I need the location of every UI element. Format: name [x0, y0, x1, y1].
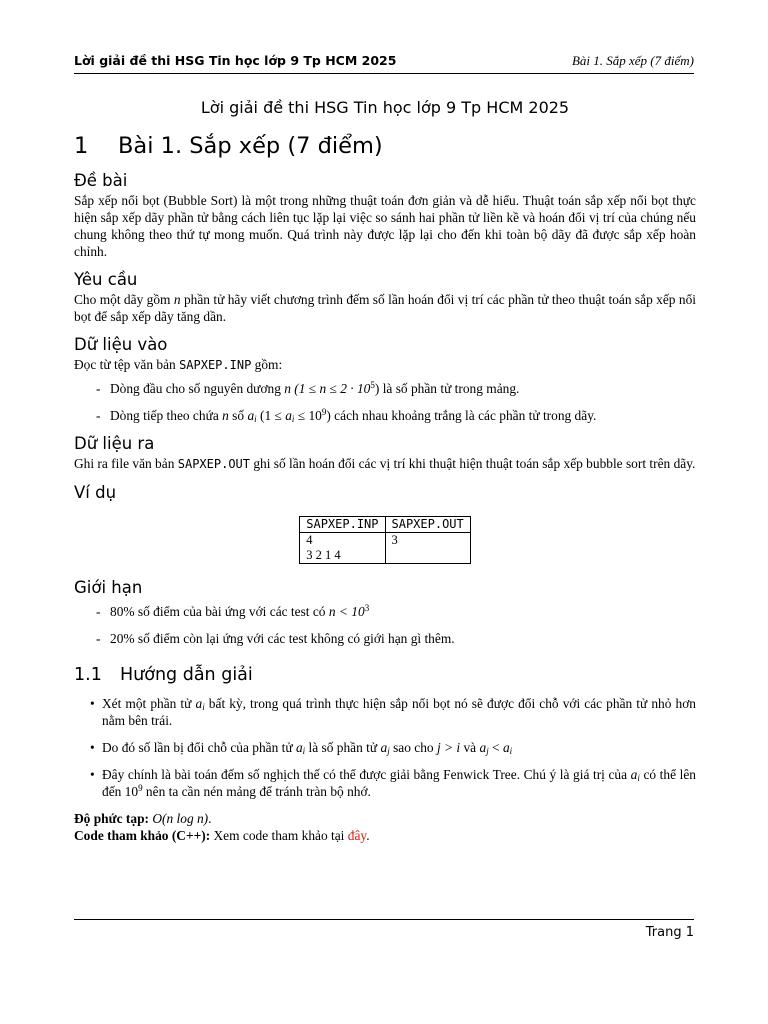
item1-after: là số phần tử trong mảng.	[379, 381, 520, 396]
input-format-item-2	[96, 407, 696, 424]
de-bai-text: Sắp xếp nổi bọt (Bubble Sort) là một trong những thuật toán đơn giản và dễ hiểu. Thuật toán sắp xếp nổi bọt thực hiện sắp xếp dãy phần tử bằng cách liên tục lặp lại việc so sánh hai phần tử liền kề và hoán đổi vị trí của chúng nếu chung không theo thứ tự mong muốn. Quá trình này được lặp lại cho đến khi toàn bộ dãy đã được sắp xếp hoàn chỉnh.	[74, 193, 696, 259]
b3-before: Đây chính là bài toán đếm số nghịch thế có thể được giải bằng Fenwick Tree. Chú ý là giá trị của	[102, 767, 631, 782]
limit1-sup: 3	[364, 603, 370, 613]
example-input-line-1: 4	[306, 533, 313, 547]
running-header-left: Lời giải đề thi HSG Tin học lớp 9 Tp HCM 2025	[74, 53, 397, 68]
complexity-end: .	[208, 811, 212, 826]
b2-cond2-lt: <	[488, 740, 503, 755]
item1-close: )	[374, 381, 380, 396]
vi-du-heading: Ví dụ	[74, 483, 117, 502]
running-header-right: Bài 1. Sắp xếp (7 điểm)	[571, 53, 694, 68]
du-lieu-vao-heading: Dữ liệu vào	[74, 335, 168, 354]
yeu-cau-text-before: Cho một dãy gồm	[74, 292, 174, 307]
input-format-item-1	[96, 380, 696, 397]
de-bai-heading: Đề bài	[74, 171, 128, 190]
item2-mid: số	[228, 408, 248, 423]
yeu-cau-text	[74, 291, 696, 325]
item2-sub: i	[254, 414, 257, 424]
running-header	[74, 53, 694, 69]
bullet-dot: •	[90, 767, 95, 782]
item2-a: a	[247, 408, 255, 423]
example-output-line-1: 3	[391, 533, 398, 547]
example-table-header-row	[300, 517, 471, 533]
item2-math-sub: i	[291, 414, 295, 424]
output-file-name: SAPXEP.OUT	[177, 457, 250, 471]
input-format-list	[74, 380, 696, 424]
limit1-math: n < 10	[328, 604, 365, 619]
limit-item-1	[96, 603, 696, 620]
complexity-line	[74, 810, 696, 827]
b3-after: nên ta cần nén mảng để tránh tràn bộ nhớ.	[142, 784, 371, 799]
page-number: Trang 1	[645, 925, 694, 940]
b1-after: bất kỳ, trong quá trình thực hiện sắp nổi bọt nó sẽ được đổi chỗ với các phần tử nhỏ hơn nằm bên trái.	[102, 696, 696, 728]
b2-and: và	[460, 740, 480, 755]
b2-var: a	[295, 740, 303, 755]
math-var-n: n	[173, 292, 181, 307]
item2-after: cách nhau khoảng trắng là các phần tử trong dãy.	[330, 408, 597, 423]
intro-after: gồm:	[251, 357, 283, 372]
item2-sup: 9	[321, 407, 327, 417]
item2-n: n	[222, 408, 229, 423]
complexity-label: Độ phức tạp:	[74, 811, 149, 826]
complexity-value: O(n log n)	[152, 811, 209, 826]
huong-dan-heading	[74, 665, 696, 685]
dash-marker: -	[96, 408, 101, 423]
item2-before: Dòng tiếp theo chứa	[110, 408, 223, 423]
solution-bullet-1	[92, 695, 696, 729]
limit2-text: 20% số điểm còn lại ứng với các test không có giới hạn gì thêm.	[110, 631, 455, 646]
item2-math-before: (1 ≤	[256, 408, 286, 423]
item2-close: )	[326, 408, 331, 423]
code-ref-end: .	[366, 828, 370, 843]
subsection-number: 1.1	[74, 665, 102, 685]
document-title: Lời giải đề thi HSG Tin học lớp 9 Tp HCM 2025	[200, 98, 570, 117]
code-ref-label: Code tham khảo (C++):	[74, 828, 211, 843]
item1-before: Dòng đầu cho số nguyên dương	[110, 381, 285, 396]
dash-marker: -	[96, 631, 101, 646]
du-lieu-vao-intro	[74, 356, 696, 374]
example-col-input: SAPXEP.INP	[300, 517, 385, 533]
bullet-dot: •	[90, 740, 95, 755]
du-lieu-ra-heading: Dữ liệu ra	[74, 434, 155, 453]
b2-sub: i	[302, 746, 306, 756]
bullet-dot: •	[90, 696, 95, 711]
item2-math-a: a	[285, 408, 292, 423]
solution-bullets	[74, 695, 696, 800]
gioi-han-heading: Giới hạn	[74, 578, 143, 597]
section-number: 1	[74, 133, 89, 159]
output-after: ghi số lần hoán đổi các vị trí khi thuật hiện thuật toán sắp xếp bubble sort trên dãy.	[250, 456, 696, 471]
item2-math-after: ≤ 10	[294, 408, 322, 423]
code-ref-link[interactable]: đây	[347, 828, 367, 843]
header-rule	[74, 73, 694, 74]
example-input-line-2: 3 2 1 4	[306, 548, 341, 562]
b2-cond2-sub: j	[486, 746, 489, 756]
solution-bullet-2	[92, 739, 696, 756]
yeu-cau-text-after: phần tử hãy viết chương trình đếm số lần hoán đổi vị trí các phần tử theo thuật toán sắp xếp nổi bọt để sắp xếp dãy tăng dần.	[74, 292, 696, 324]
example-table-row	[300, 533, 471, 564]
footer-rule	[74, 919, 694, 920]
example-output-cell	[385, 533, 470, 564]
dash-marker: -	[96, 604, 101, 619]
b2-var2: a	[380, 740, 388, 755]
output-before: Ghi ra file văn bản	[74, 456, 178, 471]
example-table	[299, 516, 471, 564]
limits-list	[74, 603, 696, 647]
b3-mid: có thể lên đến 10	[102, 767, 696, 799]
page-content	[74, 96, 696, 844]
intro-before: Đọc từ tệp văn bản	[74, 357, 180, 372]
subsection-title: Hướng dẫn giải	[120, 665, 253, 685]
b2-mid: là số phần tử	[305, 740, 381, 755]
code-ref-line	[74, 827, 696, 844]
yeu-cau-heading: Yêu cầu	[74, 270, 138, 289]
limit-item-2	[96, 630, 696, 647]
b3-sub: i	[637, 773, 640, 783]
b2-before: Do đó số lần bị đổi chỗ của phần tử	[102, 740, 296, 755]
section-title: Bài 1. Sắp xếp (7 điểm)	[118, 133, 383, 159]
example-input-cell	[300, 533, 385, 564]
b2-cond2-a: a	[479, 740, 487, 755]
b3-var: a	[630, 767, 638, 782]
b2-mid2: sao cho	[389, 740, 437, 755]
b1-var: a	[195, 696, 203, 711]
b1-sub: i	[202, 702, 205, 712]
input-file-name: SAPXEP.INP	[179, 358, 252, 372]
b3-sup: 9	[138, 783, 143, 793]
section-heading	[74, 133, 696, 159]
item1-math: n (1 ≤ n ≤ 2 · 10	[284, 381, 371, 396]
b2-sub2: j	[387, 746, 390, 756]
item1-sup: 5	[370, 380, 375, 390]
dash-marker: -	[96, 381, 101, 396]
solution-bullet-3	[92, 766, 696, 800]
b2-cond2-sub2: i	[509, 746, 513, 756]
limit1-before: 80% số điểm của bài ứng với các test có	[110, 604, 329, 619]
code-ref-text: Xem code tham khảo tại	[210, 828, 348, 843]
b2-cond1: j > i	[436, 740, 461, 755]
du-lieu-ra-text	[74, 455, 696, 473]
example-col-output: SAPXEP.OUT	[385, 517, 470, 533]
b1-before: Xét một phần tử	[102, 696, 196, 711]
b2-cond2-b: a	[502, 740, 510, 755]
